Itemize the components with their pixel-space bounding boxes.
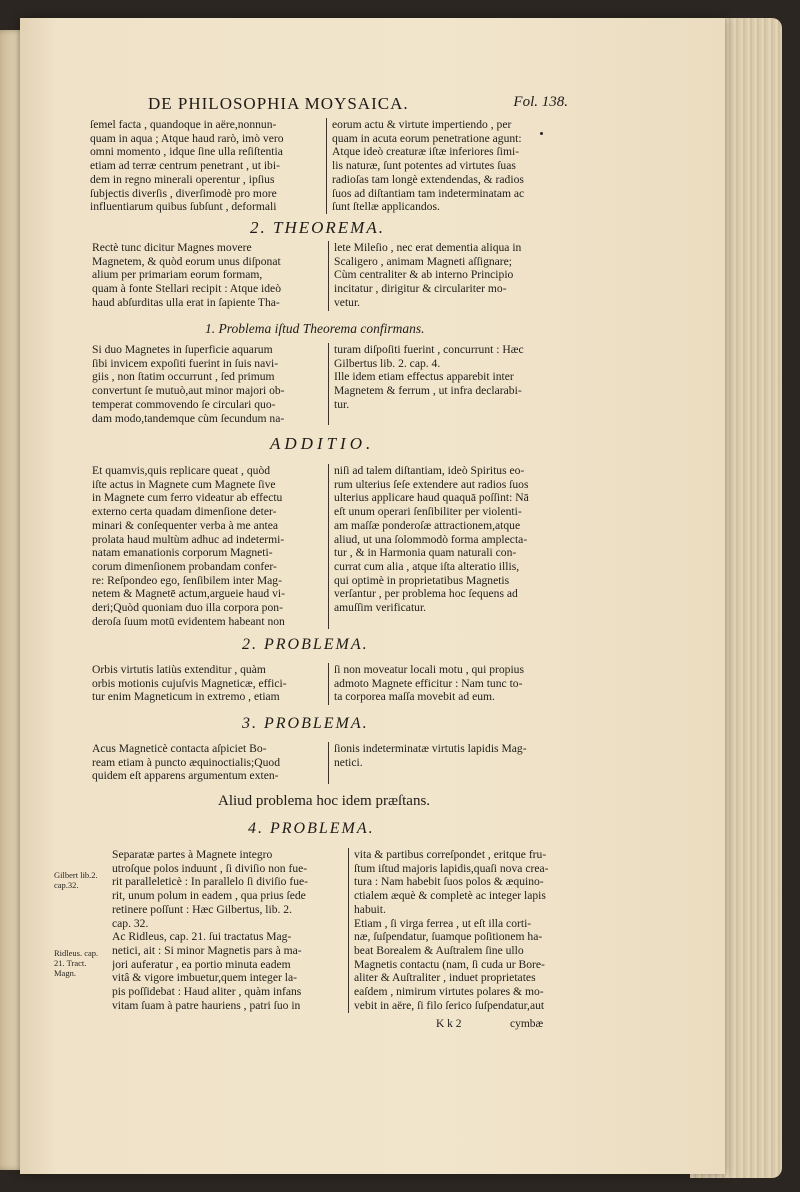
text-line: minari & conſequenter verba à me antea <box>92 518 279 532</box>
text-line: ſubjectis diverſis , diverſimodè pro more <box>90 186 277 200</box>
text-line: qui optimè in proprietatibus Magnetis <box>334 573 510 587</box>
text-line: Et quamvis,quis replicare queat , quòd <box>92 464 271 477</box>
text-line: Gilbertus lib. 2. cap. 4. <box>334 356 441 370</box>
text-line: Magnetem, & quòd eorum unus diſponat <box>92 254 281 268</box>
text-line: ulterius applicare haud quaquā poſſint: Nā <box>334 491 529 505</box>
text-line: ſuos ad diſtantiam tam indeterminatam ac <box>332 186 525 200</box>
text-line: quam à fonte Stellari recipit : Atque ideò <box>92 282 281 296</box>
text-line: quidem eſt apparens argumentum exten- <box>92 769 279 783</box>
text-line: incitatur , dirigitur & circulariter mo- <box>334 282 507 296</box>
text-line: am maſſæ ponderoſæ attractionem,atque <box>334 518 521 532</box>
text-line: vebit in aëre, ſi filo ſerico ſuſpendatur,aut <box>354 998 545 1012</box>
column-left <box>92 742 324 783</box>
column-rule <box>328 343 329 425</box>
text-line: deroſa ſuum motū evidentem habeant non <box>92 614 285 628</box>
text-line: externo certa quadam dimenſione deter- <box>92 505 277 519</box>
text-line: temperat commovendo ſe circulari quo- <box>92 397 276 411</box>
text-line: Orbis virtutis latiùs extenditur , quàm <box>92 663 266 676</box>
column-left <box>92 241 324 310</box>
text-line: utroſque polos induunt , ſi diviſio non fue- <box>112 861 308 875</box>
text-line: Acus Magneticè contacta aſpiciet Bo- <box>92 742 267 755</box>
text-line: Magnetem & ferrum , ut infra declarabi- <box>334 384 522 398</box>
text-line: niſi ad talem diſtantiam, ideò Spiritus eo- <box>334 464 525 477</box>
folio-number: Fol. 138. <box>513 94 568 110</box>
column-left <box>90 118 322 214</box>
text-line: currat cum alia , atque iſta alteratio illis, <box>334 559 520 573</box>
column-right <box>334 464 570 615</box>
text-line: ſionis indeterminatæ virtutis lapidis Mag- <box>334 742 527 755</box>
text-line: Scaligero , animam Magneti aſſignare; <box>334 254 513 268</box>
column-left <box>112 848 344 1012</box>
text-line: quam in aqua ; Atque haud rarò, imò vero <box>90 131 284 145</box>
text-line: prolata haud multùm adhuc ad indetermi- <box>92 532 285 546</box>
column-rule <box>328 464 329 629</box>
text-line: re: Reſpondeo ego, ſenſibilem inter Mag- <box>92 573 282 587</box>
section-heading: 3. PROBLEMA. <box>242 715 369 732</box>
text-line: admoto Magnete efficitur : Nam tunc to- <box>334 676 523 690</box>
text-line: rum ulterius ſeſe extendere aut radios ſuos <box>334 477 529 491</box>
text-line: corum dimenſionem probandam confer- <box>92 559 277 573</box>
text-line: ſibi invicem expoſiti fuerint in ſuis navi- <box>92 356 279 370</box>
text-line: amuſſim verificatur. <box>334 601 427 615</box>
text-line: tura : Nam habebit ſuos polos & æquino- <box>354 875 544 889</box>
column-right <box>332 118 568 214</box>
column-right <box>334 663 570 704</box>
margin-note: Gilbert lib.2. cap.32. <box>54 870 98 890</box>
text-line: ſtum iſtud majoris lapidis,quaſi nova crea- <box>354 861 549 875</box>
text-line: ta corporea maſſa movebit ad eum. <box>334 690 495 704</box>
text-line: cap. 32. <box>112 916 149 930</box>
text-line: turam diſpoſiti fuerint , concurrunt : Hæc <box>334 343 524 356</box>
text-line: ſunt ſtellæ applicandos. <box>332 200 440 214</box>
text-line: eſt unum operari ſenſibiliter per violenti- <box>334 505 522 519</box>
column-left <box>92 343 324 425</box>
text-line: pis poſſidebat : Haud aliter , quàm infans <box>112 985 302 999</box>
margin-note: Ridleus. cap. 21. Tract. Magn. <box>54 948 99 978</box>
column-right <box>354 848 590 1012</box>
column-right <box>334 742 570 769</box>
text-line: deri;Quòd quoniam duo illa corpora pon- <box>92 601 283 615</box>
text-line: rit paralleleticè : In parallelo ſi diviſio fue- <box>112 875 309 889</box>
text-line: orbis motionis cujuſvis Magneticæ, effici- <box>92 676 287 690</box>
text-line: eorum actu & virtute impertiendo , per <box>332 118 512 131</box>
text-line: jori auferatur , ea portio minuta eadem <box>112 957 291 971</box>
text-line: vetur. <box>334 295 361 309</box>
column-rule <box>348 848 349 1013</box>
text-line: Ac Ridleus, cap. 21. ſui tractatus Mag- <box>112 930 292 944</box>
text-line: rit, unum polum in eadem , qua prius ſede <box>112 889 306 903</box>
signature-mark: K k 2 <box>436 1018 462 1030</box>
text-line: natam emanationis corporum Magneti- <box>92 546 273 560</box>
text-line: in Magnete cum ferro videatur ab effectu <box>92 491 283 505</box>
column-left <box>92 464 324 628</box>
text-line: lete Mileſio , nec erat dementia aliqua in <box>334 241 522 254</box>
text-line: haud abſurditas ulla erat in ſapiente Tha- <box>92 295 280 309</box>
section-heading: 2. PROBLEMA. <box>242 636 369 653</box>
text-line: netici, ait : Si minor Magnetis pars à ma- <box>112 943 302 957</box>
text-line: Magnetis contactu (nam, ſi cuda ur Bore- <box>354 957 545 971</box>
text-line: verſantur , per problema hoc ſequens ad <box>334 587 518 601</box>
book-page <box>20 18 725 1174</box>
text-line: aliter & Auſtraliter , induet proprietates <box>354 971 536 985</box>
text-line: vita & partibus correſpondet , eritque fru- <box>354 848 547 861</box>
catchword: cymbæ <box>510 1018 544 1030</box>
text-line: ſi non moveatur locali motu , qui propius <box>334 663 524 676</box>
text-line: iſte actus in Magnete cum Magnete ſive <box>92 477 276 491</box>
text-line: vitâ & vigore imbuetur,quem integer la- <box>112 971 297 985</box>
text-line: influentiarum quibus ſubſunt , deformali <box>90 200 277 214</box>
text-line: tur enim Magneticum in extremo , etiam <box>92 690 280 704</box>
text-line: eaſdem , nimirum virtutes polares & mo- <box>354 985 544 999</box>
text-line: Etiam , ſi virga ferrea , ut eſt illa corti- <box>354 916 532 930</box>
section-heading: 4. PROBLEMA. <box>248 820 375 837</box>
text-line: convertunt ſe mutuò,aut minor majori ob- <box>92 384 285 398</box>
text-line: vitam ſuam à patre hauriens , patri ſuo in <box>112 998 301 1012</box>
text-line: tur. <box>334 397 350 411</box>
section-heading: ADDITIO. <box>270 434 375 453</box>
text-line: ream etiam à puncto æquinoctialis;Quod <box>92 755 281 769</box>
text-line: ſemel facta , quandoque in aëre,nonnun- <box>90 118 277 131</box>
text-line: giis , non ſtatim occurrunt , ſed primum <box>92 370 275 384</box>
text-line: alium per primariam eorum formam, <box>92 268 263 282</box>
text-line: tur , & in Harmonia quam naturali con- <box>334 546 517 560</box>
text-line: ctialem æquè & completè ac integer lapis <box>354 889 546 903</box>
text-line: Rectè tunc dicitur Magnes movere <box>92 241 252 254</box>
column-right <box>334 343 570 412</box>
section-heading: 2. THEOREMA. <box>250 218 385 237</box>
text-line: radioſas tam longè extendendas, & radios <box>332 172 524 186</box>
text-line: etiam ad terræ centrum penetrant , ut ibi- <box>90 159 280 173</box>
text-line: netem & Magnetē actum,argueie haud vi- <box>92 587 285 601</box>
text-line: habuit. <box>354 902 386 916</box>
column-rule <box>328 241 329 311</box>
text-line: næ, ſuſpendatur, ſuamque poſitionem ha- <box>354 930 543 944</box>
section-heading: Aliud problema hoc idem præſtans. <box>218 793 431 809</box>
column-rule <box>328 663 329 705</box>
text-line: netici. <box>334 755 363 769</box>
column-rule <box>326 118 327 214</box>
text-line: dem in regno minerali operentur , ipſius <box>90 172 275 186</box>
text-line: aliud, ut una ſolommodò forma amplecta- <box>334 532 528 546</box>
text-line: lis naturæ, ſunt potentes ad virtutes ſuas <box>332 159 516 173</box>
text-line: Atque ideò creaturæ iſtæ inferiores ſimi- <box>332 145 520 159</box>
text-line: omni momento , idque ſine ulla reſiſtentia <box>90 145 283 159</box>
text-line: Ille idem etiam effectus apparebit inter <box>334 370 514 384</box>
text-line: Cùm centraliter & ab interno Principio <box>334 268 514 282</box>
column-right <box>334 241 570 310</box>
column-left <box>92 663 324 704</box>
text-line: Separatæ partes à Magnete integro <box>112 848 273 861</box>
text-line: beat Borealem & Auſtralem ſine ullo <box>354 943 524 957</box>
section-heading: 1. Problema iſtud Theorema confirmans. <box>205 321 425 336</box>
text-line: retinere poſſunt : Hæc Gilbertus, lib. 2. <box>112 902 292 916</box>
text-line: quam in acuta eorum penetratione agunt: <box>332 131 522 145</box>
column-rule <box>328 742 329 784</box>
running-head: DE PHILOSOPHIA MOYSAICA. <box>148 94 409 113</box>
text-line: Si duo Magnetes in ſuperficie aquarum <box>92 343 273 356</box>
text-line: dam modo,tandemque cùm ſecundum na- <box>92 411 285 425</box>
